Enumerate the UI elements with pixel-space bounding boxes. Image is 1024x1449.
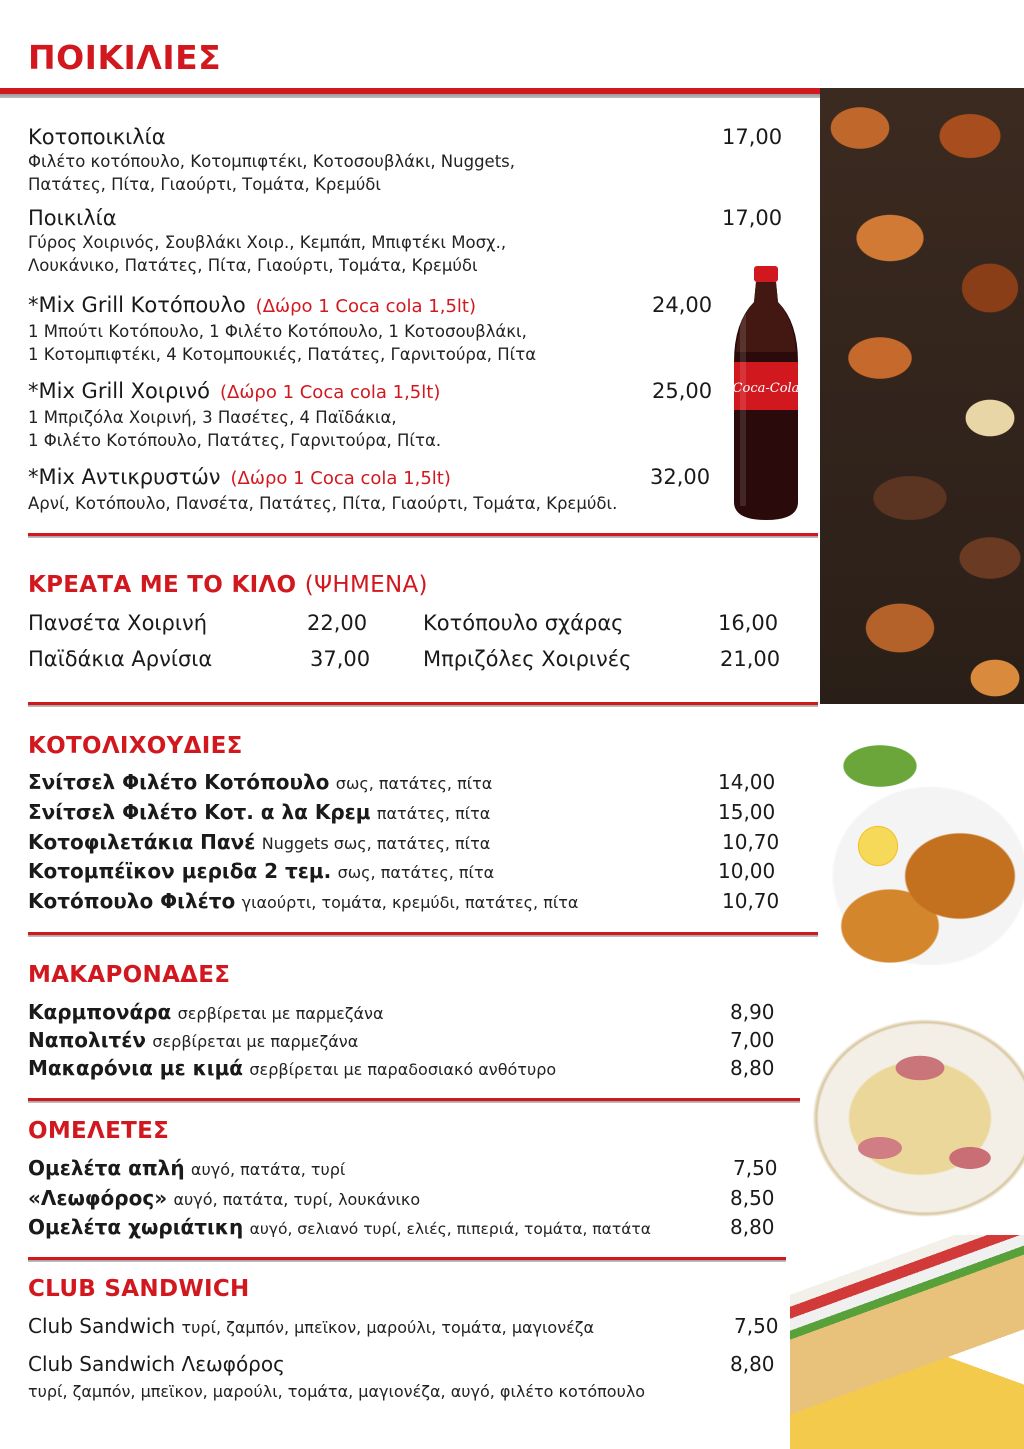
item-price: 7,50 — [734, 1314, 779, 1338]
item-price: 21,00 — [720, 647, 781, 671]
page-title: ΠΟΙΚΙΛΙΕΣ — [28, 38, 222, 77]
item-price: 8,80 — [730, 1352, 775, 1376]
list-item: Σνίτσελ Φιλέτο Κοτόπουλο σως, πατάτες, πίτα — [28, 770, 493, 794]
menu-item — [28, 464, 617, 515]
item-desc: Πατάτες, Πίτα, Γιαούρτι, Τομάτα, Κρεμύδι — [28, 175, 381, 194]
list-item: Κοτόπουλο σχάρας — [423, 611, 624, 635]
item-desc: 1 Φιλέτο Κοτόπουλο, Πατάτες, Γαρνιτούρα, Πίτα. — [28, 431, 442, 450]
item-price: 7,50 — [733, 1156, 778, 1180]
section-divider — [28, 702, 818, 707]
schnitzel-photo — [820, 706, 1024, 1006]
item-price: 16,00 — [718, 611, 779, 635]
item-price: 32,00 — [650, 465, 711, 489]
list-item: «Λεωφόρος» αυγό, πατάτα, τυρί, λουκάνικο — [28, 1186, 421, 1210]
item-desc: Αρνί, Κοτόπουλο, Πανσέτα, Πατάτες, Πίτα, Γιαούρτι, Τομάτα, Κρεμύδι. — [28, 494, 618, 513]
list-item: Καρμπονάρα σερβίρεται με παρμεζάνα — [28, 1000, 384, 1024]
section-title-kotolichoudies: ΚΟΤΟΛΙΧΟΥΔΙΕΣ — [28, 733, 243, 759]
item-desc: Φιλέτο κοτόπουλο, Κοτομπιφτέκι, Κοτοσουβλάκι, Nuggets, — [28, 152, 516, 171]
list-item: Μπριζόλες Χοιρινές — [423, 647, 632, 671]
menu-item — [28, 124, 515, 196]
gift-note: (Δώρο 1 Coca cola 1,5lt) — [220, 382, 441, 403]
menu-item — [28, 205, 506, 277]
mixed-grill-photo — [820, 88, 1024, 704]
section-divider — [28, 1257, 786, 1262]
item-price: 22,00 — [307, 611, 368, 635]
section-divider — [28, 533, 818, 538]
carbonara-photo — [800, 1008, 1024, 1233]
item-name: Ποικιλία — [28, 206, 117, 230]
item-price: 25,00 — [652, 379, 713, 403]
item-price: 17,00 — [722, 125, 783, 149]
item-price: 10,70 — [722, 889, 780, 913]
item-desc: 1 Μπούτι Κοτόπουλο, 1 Φιλέτο Κοτόπουλο, 1 Κοτοσουβλάκι, — [28, 322, 527, 341]
coca-cola-bottle — [726, 262, 806, 524]
item-price: 10,70 — [722, 830, 780, 854]
item-name: *Mix Grill Χοιρινό — [28, 379, 210, 403]
list-item: Club Sandwich Λεωφόρος — [28, 1352, 285, 1376]
item-price: 17,00 — [722, 206, 783, 230]
item-price: 7,00 — [730, 1028, 775, 1052]
section-title-kreata: ΚΡΕΑΤΑ ΜΕ ΤΟ ΚΙΛΟ (ΨΗΜΕΝΑ) — [28, 572, 428, 598]
item-desc: 1 Μπριζόλα Χοιρινή, 3 Πασέτες, 4 Παϊδάκια, — [28, 408, 397, 427]
item-price: 24,00 — [652, 293, 713, 317]
gift-note: (Δώρο 1 Coca cola 1,5lt) — [230, 468, 451, 489]
list-item: Πανσέτα Χοιρινή — [28, 611, 208, 635]
list-item: Κοτόπουλο Φιλέτο γιαούρτι, τομάτα, κρεμύδι, πατάτες, πίτα — [28, 889, 579, 913]
item-price: 8,80 — [730, 1215, 775, 1239]
item-price: 8,50 — [730, 1186, 775, 1210]
club-sandwich-photo — [790, 1235, 1024, 1449]
section-title-club: CLUB SANDWICH — [28, 1276, 250, 1302]
menu-item — [28, 378, 441, 452]
section-title-omeletes: ΟΜΕΛΕΤΕΣ — [28, 1118, 170, 1144]
list-item: Κοτομπέϊκον μεριδα 2 τεμ. σως, πατάτες, πίτα — [28, 859, 495, 883]
list-item: Ομελέτα απλή αυγό, πατάτα, τυρί — [28, 1156, 346, 1180]
list-item: Μακαρόνια με κιμά σερβίρεται με παραδοσιακό ανθότυρο — [28, 1056, 557, 1080]
item-price: 15,00 — [718, 800, 776, 824]
list-item: Κοτοφιλετάκια Πανέ Nuggets σως, πατάτες, πίτα — [28, 830, 491, 854]
section-title-makaronades: ΜΑΚΑΡΟΝΑΔΕΣ — [28, 962, 231, 988]
gift-note: (Δώρο 1 Coca cola 1,5lt) — [255, 296, 477, 317]
item-name: Κοτοποικιλία — [28, 125, 166, 149]
item-price: 10,00 — [718, 859, 776, 883]
item-desc: Λουκάνικο, Πατάτες, Πίτα, Γιαούρτι, Τομάτα, Κρεμύδι — [28, 256, 478, 275]
list-item: Παϊδάκια Αρνίσια — [28, 647, 213, 671]
list-item: Ομελέτα χωριάτικη αυγό, σελιανό τυρί, ελιές, πιπεριά, τομάτα, πατάτα — [28, 1215, 651, 1239]
list-item: Club Sandwich τυρί, ζαμπόν, μπεϊκον, μαρούλι, τομάτα, μαγιονέζα — [28, 1314, 595, 1338]
item-price: 14,00 — [718, 770, 776, 794]
item-name: *Mix Αντικρυστών — [28, 465, 221, 489]
item-price: 8,90 — [730, 1000, 775, 1024]
list-item: Σνίτσελ Φιλέτο Κοτ. α λα Κρεμ πατάτες, πίτα — [28, 800, 491, 824]
coca-cola-logo: Coca-Cola — [732, 381, 800, 396]
item-price: 8,80 — [730, 1056, 775, 1080]
section-divider — [28, 1098, 800, 1103]
menu-item — [28, 292, 536, 366]
item-price: 37,00 — [310, 647, 371, 671]
list-item: Ναπολιτέν σερβίρεται με παρμεζάνα — [28, 1028, 359, 1052]
item-name: *Mix Grill Κοτόπουλο — [28, 293, 246, 317]
item-desc: Γύρος Χοιρινός, Σουβλάκι Χοιρ., Κεμπάπ, Μπιφτέκι Μοσχ., — [28, 233, 507, 252]
section-divider — [28, 932, 818, 937]
item-desc: 1 Κοτομπιφτέκι, 4 Κοτομπουκιές, Πατάτες, Γαρνιτούρα, Πίτα — [28, 345, 537, 364]
item-desc: τυρί, ζαμπόν, μπεϊκον, μαρούλι, τομάτα, μαγιονέζα, αυγό, φιλέτο κοτόπουλο — [28, 1382, 646, 1401]
